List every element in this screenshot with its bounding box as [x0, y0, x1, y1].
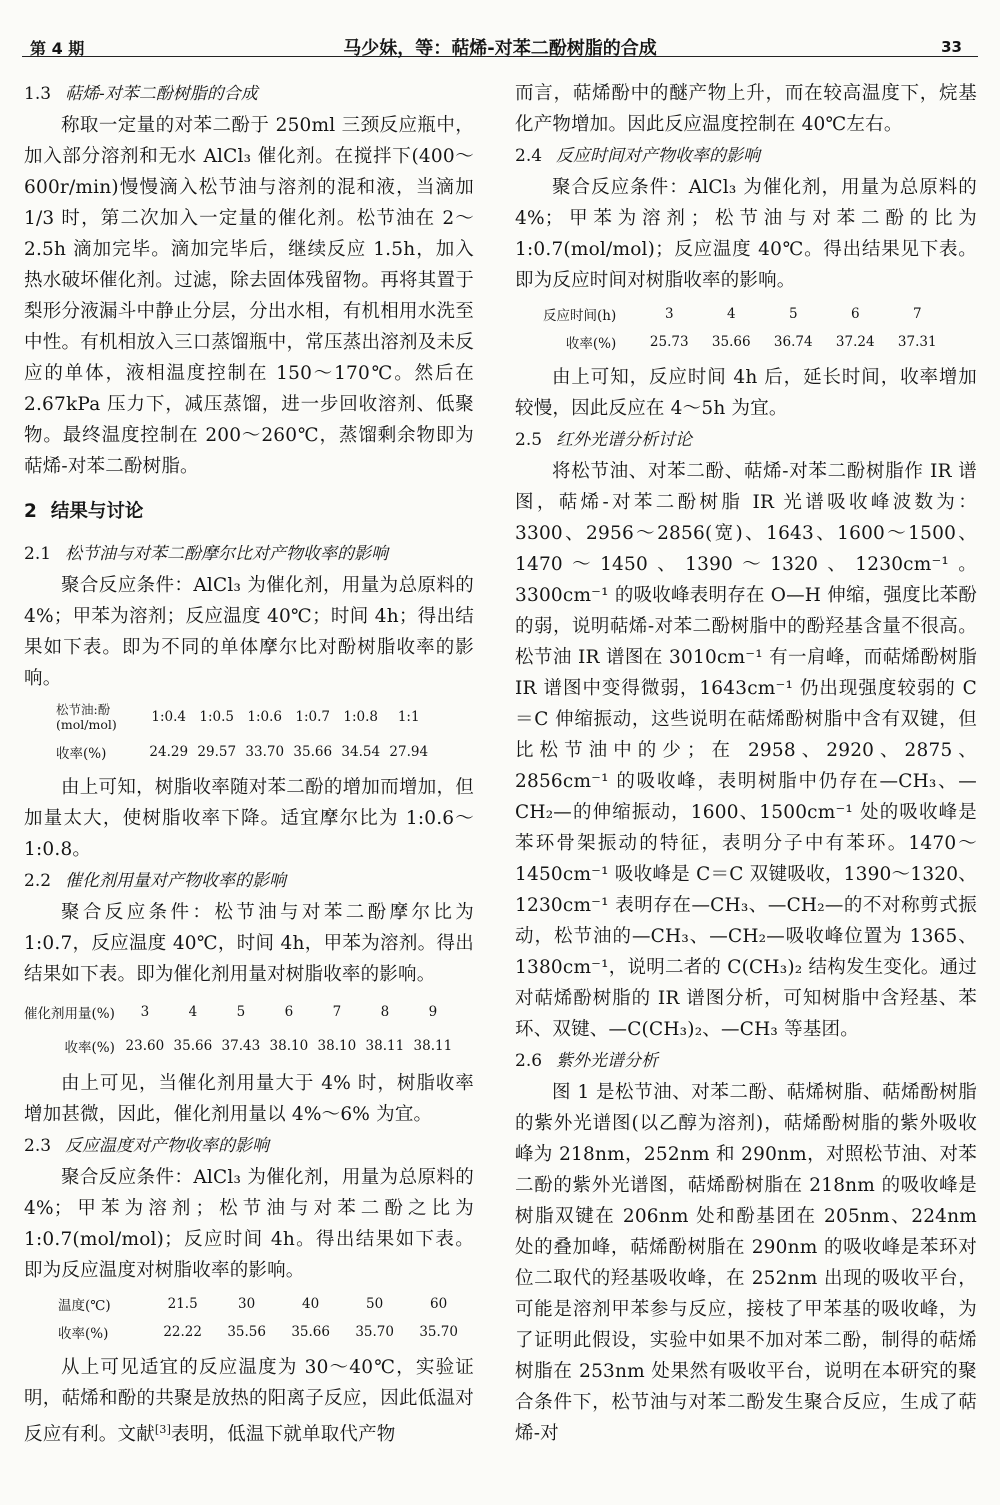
table-cell: 22.22: [163, 1324, 202, 1340]
table-row: [543, 326, 948, 354]
section-heading-2-5: 2.5 红外光谱分析讨论: [515, 430, 693, 450]
table-cell: 6: [284, 1004, 294, 1020]
paragraph-2-2-conditions: 聚合反应条件：松节油与对苯二酚摩尔比为 1:0.7，反应温度 40℃，时间 4h，甲苯为溶剂。得出结果如下表。即为催化剂用量对树脂收率的影响。: [24, 902, 474, 985]
row-label: 催化剂用量(%): [24, 1006, 115, 1022]
table-catalyst-amount: [24, 1000, 457, 1058]
table-cell: 7: [912, 306, 922, 322]
section-heading-2-1: 2.1 松节油与对苯二酚摩尔比对产物收率的影响: [24, 544, 389, 564]
row-label: 收率(%): [58, 1326, 109, 1342]
table-cell: 1:0.5: [199, 709, 235, 725]
row-label: 温度(℃): [58, 1298, 111, 1314]
table-cell: 35.66: [293, 744, 333, 760]
table-cell: 38.10: [269, 1038, 309, 1054]
table-cell: 33.70: [245, 744, 285, 760]
table-cell: 38.10: [317, 1038, 357, 1054]
paragraph-2-3-conditions: 聚合反应条件：AlCl₃ 为催化剂，用量为总原料的 4%；甲苯为溶剂；松节油与对苯二酚之比为 1:0.7(mol/mol)；反应时间 4h。得出结果如下表。即为反应温度对树脂收率的影响。: [24, 1167, 474, 1281]
paragraph-synthesis: 称取一定量的对苯二酚于 250ml 三颈反应瓶中，加入部分溶剂和无水 AlCl₃ 催化剂。在搅拌下(400～600r/min)慢慢滴入松节油与溶剂的混和液，当滴加 1/3 时，第二次加入一定量的催化剂。松节油在 2～2.5h 滴加完毕。滴加完毕后，继续反应 1.5h，加入热水破坏催化剂。过滤，除去固体残留物。再将其置于梨形分液漏斗中静止分层，分出水相，有机相用水洗至中性。有机相放入三口蒸馏瓶中，常压蒸出溶剂及未反应的单体，液相温度控制在 150～170℃。然后在 2.67kPa 压力下，减压蒸馏，进一步回收溶剂、低聚物。最终温度控制在 200～260℃，蒸馏剩余物即为萜烯-对苯二酚树脂。: [24, 115, 474, 477]
paragraph-2-3-result: 从上可见适宜的反应温度为 30～40℃，实验证明，萜烯和酚的共聚是放热的阳离子反应，因此低温对反应有利。文献[3]表明，低温下就单取代产物: [24, 1357, 474, 1446]
table-cell: 9: [428, 1004, 438, 1020]
table-molar-ratio: [56, 700, 433, 764]
running-title: 马少妹，等：萜烯-对苯二酚树脂的合成: [343, 38, 657, 59]
table-cell: 38.11: [365, 1038, 405, 1054]
citation-ref: [3]: [154, 1423, 172, 1436]
left-column: [24, 78, 474, 1450]
section-heading-2-2: 2.2 催化剂用量对产物收率的影响: [24, 871, 287, 891]
row-label: 收率(%): [64, 1040, 115, 1056]
section-heading-2-6: 2.6 紫外光谱分析: [515, 1051, 659, 1071]
table-cell: 3: [140, 1004, 150, 1020]
table-cell: 4: [188, 1004, 198, 1020]
table-cell: 60: [430, 1296, 448, 1312]
paragraph-2-1-conditions: 聚合反应条件：AlCl₃ 为催化剂，用量为总原料的 4%；甲苯为溶剂；反应温度 40℃；时间 4h；得出结果如下表。即为不同的单体摩尔比对酚树脂收率的影响。: [24, 575, 474, 689]
table-cell: 6: [850, 306, 860, 322]
section-heading-2-3: 2.3 反应温度对产物收率的影响: [24, 1136, 270, 1156]
table-reaction-time: [543, 302, 948, 354]
running-header: [22, 12, 978, 57]
table-row: [24, 1000, 457, 1024]
table-cell: 1:0.4: [151, 709, 187, 725]
row-label: 反应时间(h): [543, 308, 617, 324]
section-heading-2-4: 2.4 反应时间对产物收率的影响: [515, 146, 761, 166]
paragraph-2-5-ir: 将松节油、对苯二酚、萜烯-对苯二酚树脂作 IR 谱图，萜烯-对苯二酚树脂 IR 光谱吸收峰波数为：3300、2956～2856(宽)、1643、1600～1500、1470～1450、1390～1320、1230cm⁻¹。3300cm⁻¹ 的吸收峰表明存在 O—H 伸缩，强度比苯酚的弱，说明萜烯-对苯二酚树脂中的酚羟基含量不很高。松节油 IR 谱图在 3010cm⁻¹ 有一肩峰，而萜烯酚树脂 IR 谱图中变得微弱，1643cm⁻¹ 仍出现强度较弱的 C＝C 伸缩振动，这些说明在萜烯酚树脂中含有双键，但比松节油中的少；在 2958、2920、2875、2856cm⁻¹ 的吸收峰，表明树脂中仍存在—CH₃、—CH₂—的伸缩振动，1600、1500cm⁻¹ 处的吸收峰是苯环骨架振动的特征，表明分子中有苯环。1470～1450cm⁻¹ 吸收峰是 C＝C 双键吸收，1390～1320、1230cm⁻¹ 表明存在—CH₃、—CH₂—的不对称剪式振动，松节油的—CH₃、—CH₂—吸收峰位置为 1365、1380cm⁻¹，说明二者的 C(CH₃)₂ 结构发生变化。通过对萜烯酚树脂的 IR 谱图分析，可知树脂中含羟基、苯环、双键、—C(CH₃)₂、—CH₃ 等基团。: [515, 461, 977, 1040]
table-cell: 27.94: [389, 744, 429, 760]
table-cell: 35.70: [355, 1324, 394, 1340]
right-column: [515, 78, 977, 1449]
table-cell: 35.66: [291, 1324, 330, 1340]
table-cell: 25.73: [649, 334, 689, 350]
table-row: [543, 302, 948, 326]
row-label: 松节油:酚 (mol/mol): [56, 702, 117, 732]
table-cell: 1:0.6: [247, 709, 283, 725]
paragraph-continuation: 而言，萜烯酚中的醚产物上升，而在较高温度下，烷基化产物增加。因此反应温度控制在 40℃左右。: [515, 83, 977, 135]
table-cell: 4: [726, 306, 736, 322]
paragraph-2-1-result: 由上可知，树脂收率随对苯二酚的增加而增加，但加量太大，使树脂收率下降。适宜摩尔比为 1:0.6～1:0.8。: [24, 777, 474, 860]
table-row: [56, 734, 433, 764]
table-row: [58, 1316, 471, 1344]
table-cell: 7: [332, 1004, 342, 1020]
table-cell: 35.56: [227, 1324, 266, 1340]
paragraph-2-6-uv: 图 1 是松节油、对苯二酚、萜烯树脂、萜烯酚树脂的紫外光谱图(以乙醇为溶剂)，萜烯酚树脂的紫外吸收峰为 218nm，252nm 和 290nm，对照松节油、对苯二酚的紫外光谱图，萜烯酚树脂在 218nm 的吸收峰是树脂双键在 206nm 处和酚基团在 205nm、224nm 处的叠加峰，萜烯酚树脂在 290nm 的吸收峰是苯环对位二取代的羟基吸收峰，在 252nm 出现的吸收平台，可能是溶剂甲苯参与反应，接枝了甲苯基的吸收峰，为了证明此假设，实验中如果不加对苯二酚，制得的萜烯树脂在 253nm 处果然有吸收平台，说明在本研究的聚合条件下，松节油与对苯二酚发生聚合反应，生成了萜烯-对: [515, 1082, 977, 1444]
table-cell: 50: [366, 1296, 384, 1312]
page-number: 33: [941, 38, 962, 56]
table-cell: 34.54: [341, 744, 381, 760]
table-reaction-temperature: [58, 1292, 471, 1344]
table-cell: 29.57: [197, 744, 237, 760]
table-cell: 35.66: [711, 334, 751, 350]
row-label: 收率(%): [56, 746, 107, 762]
table-row: [24, 1024, 457, 1058]
table-cell: 8: [380, 1004, 390, 1020]
issue-number: 第 4 期: [30, 39, 85, 58]
table-cell: 36.74: [773, 334, 813, 350]
table-cell: 23.60: [125, 1038, 165, 1054]
table-cell: 30: [238, 1296, 256, 1312]
paragraph-2-4-conditions: 聚合反应条件：AlCl₃ 为催化剂，用量为总原料的 4%；甲苯为溶剂；松节油与对苯二酚的比为 1:0.7(mol/mol)；反应温度 40℃。得出结果见下表。即为反应时间对树脂收率的影响。: [515, 177, 977, 291]
row-label: 收率(%): [565, 336, 617, 352]
table-row: [58, 1292, 471, 1316]
table-cell: 37.43: [221, 1038, 261, 1054]
table-cell: 5: [236, 1004, 246, 1020]
table-cell: 1:1: [397, 709, 420, 725]
table-row: [56, 700, 433, 734]
section-heading-1-3: 1.3 萜烯-对苯二酚树脂的合成: [24, 84, 258, 104]
table-cell: 35.70: [419, 1324, 458, 1340]
table-cell: 1:0.7: [295, 709, 331, 725]
table-cell: 35.66: [173, 1038, 213, 1054]
paragraph-2-2-result: 由上可见，当催化剂用量大于 4% 时，树脂收率增加甚微，因此，催化剂用量以 4%～6% 为宜。: [24, 1073, 474, 1125]
section-heading-2: 2 结果与讨论: [24, 501, 144, 522]
table-cell: 37.24: [835, 334, 875, 350]
table-cell: 40: [302, 1296, 320, 1312]
table-cell: 21.5: [167, 1296, 198, 1312]
table-cell: 3: [664, 306, 674, 322]
table-cell: 24.29: [149, 744, 189, 760]
table-cell: 37.31: [897, 334, 937, 350]
table-cell: 1:0.8: [343, 709, 379, 725]
paragraph-2-4-result: 由上可知，反应时间 4h 后，延长时间，收率增加较慢，因此反应在 4～5h 为宜。: [515, 367, 977, 419]
table-cell: 38.11: [413, 1038, 453, 1054]
table-cell: 5: [788, 306, 798, 322]
